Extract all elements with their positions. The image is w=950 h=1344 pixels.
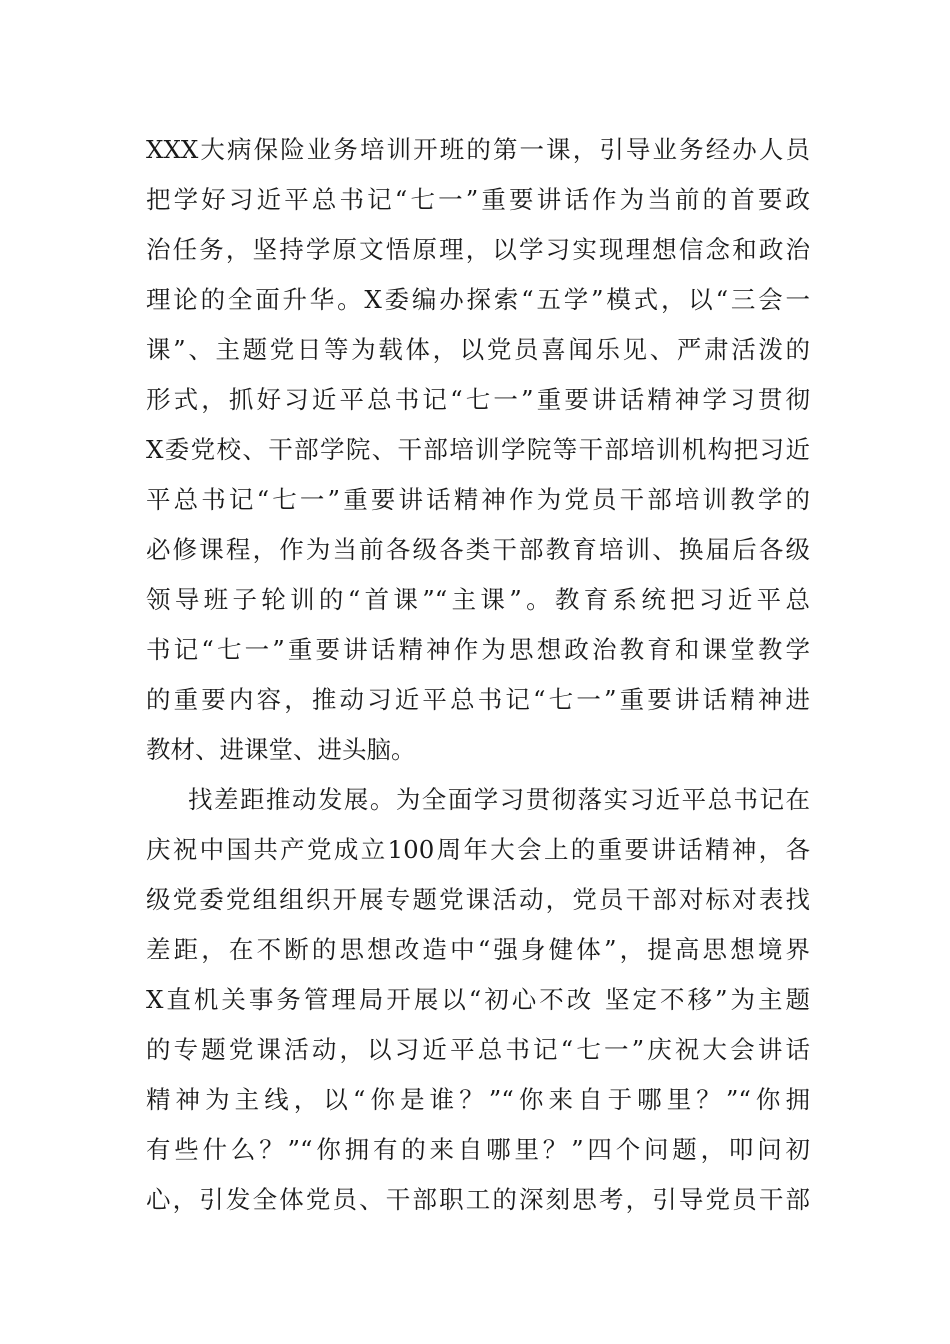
text-line: 的重要内容，推动习近平总书记“七一”重要讲话精神进 — [146, 685, 810, 714]
text-line: 精神为主线，以“你是谁？”“你来自于哪里？”“你拥 — [146, 1085, 810, 1114]
text-line: 平总书记“七一”重要讲话精神作为党员干部培训教学的 — [146, 485, 810, 514]
text-line: X委党校、干部学院、干部培训学院等干部培训机构把习近 — [146, 435, 810, 464]
text-line: 庆祝中国共产党成立100周年大会上的重要讲话精神，各 — [146, 835, 810, 864]
text-line: 书记“七一”重要讲话精神作为思想政治教育和课堂教学 — [146, 635, 810, 664]
text-line: X直机关事务管理局开展以“初心不改 坚定不移”为主题 — [146, 985, 810, 1014]
text-line: 把学好习近平总书记“七一”重要讲话作为当前的首要政 — [146, 185, 810, 214]
text-line: 教材、进课堂、进头脑。 — [146, 735, 416, 764]
text-line: 形式，抓好习近平总书记“七一”重要讲话精神学习贯彻 — [146, 385, 810, 414]
text-line: XXX大病保险业务培训开班的第一课，引导业务经办人员 — [146, 135, 810, 164]
text-line: 课”、主题党日等为载体，以党员喜闻乐见、严肃活泼的 — [146, 335, 810, 364]
text-line: 心，引发全体党员、干部职工的深刻思考，引导党员干部 — [146, 1185, 810, 1214]
text-line: 领导班子轮训的“首课”“主课”。教育系统把习近平总 — [146, 585, 810, 614]
text-line: 有些什么？”“你拥有的来自哪里？”四个问题，叩问初 — [146, 1135, 810, 1164]
paragraph-first-line: 找差距推动发展。为全面学习贯彻落实习近平总书记在 — [188, 785, 810, 814]
text-line: 差距，在不断的思想改造中“强身健体”，提高思想境界 — [146, 935, 810, 964]
text-line: 级党委党组组织开展专题党课活动，党员干部对标对表找 — [146, 885, 810, 914]
text-line: 治任务，坚持学原文悟原理，以学习实现理想信念和政治 — [146, 235, 810, 264]
text-line: 理论的全面升华。X委编办探索“五学”模式，以“三会一 — [146, 285, 810, 314]
text-line: 必修课程，作为当前各级各类干部教育培训、换届后各级 — [146, 535, 810, 564]
text-line: 的专题党课活动，以习近平总书记“七一”庆祝大会讲话 — [146, 1035, 810, 1064]
